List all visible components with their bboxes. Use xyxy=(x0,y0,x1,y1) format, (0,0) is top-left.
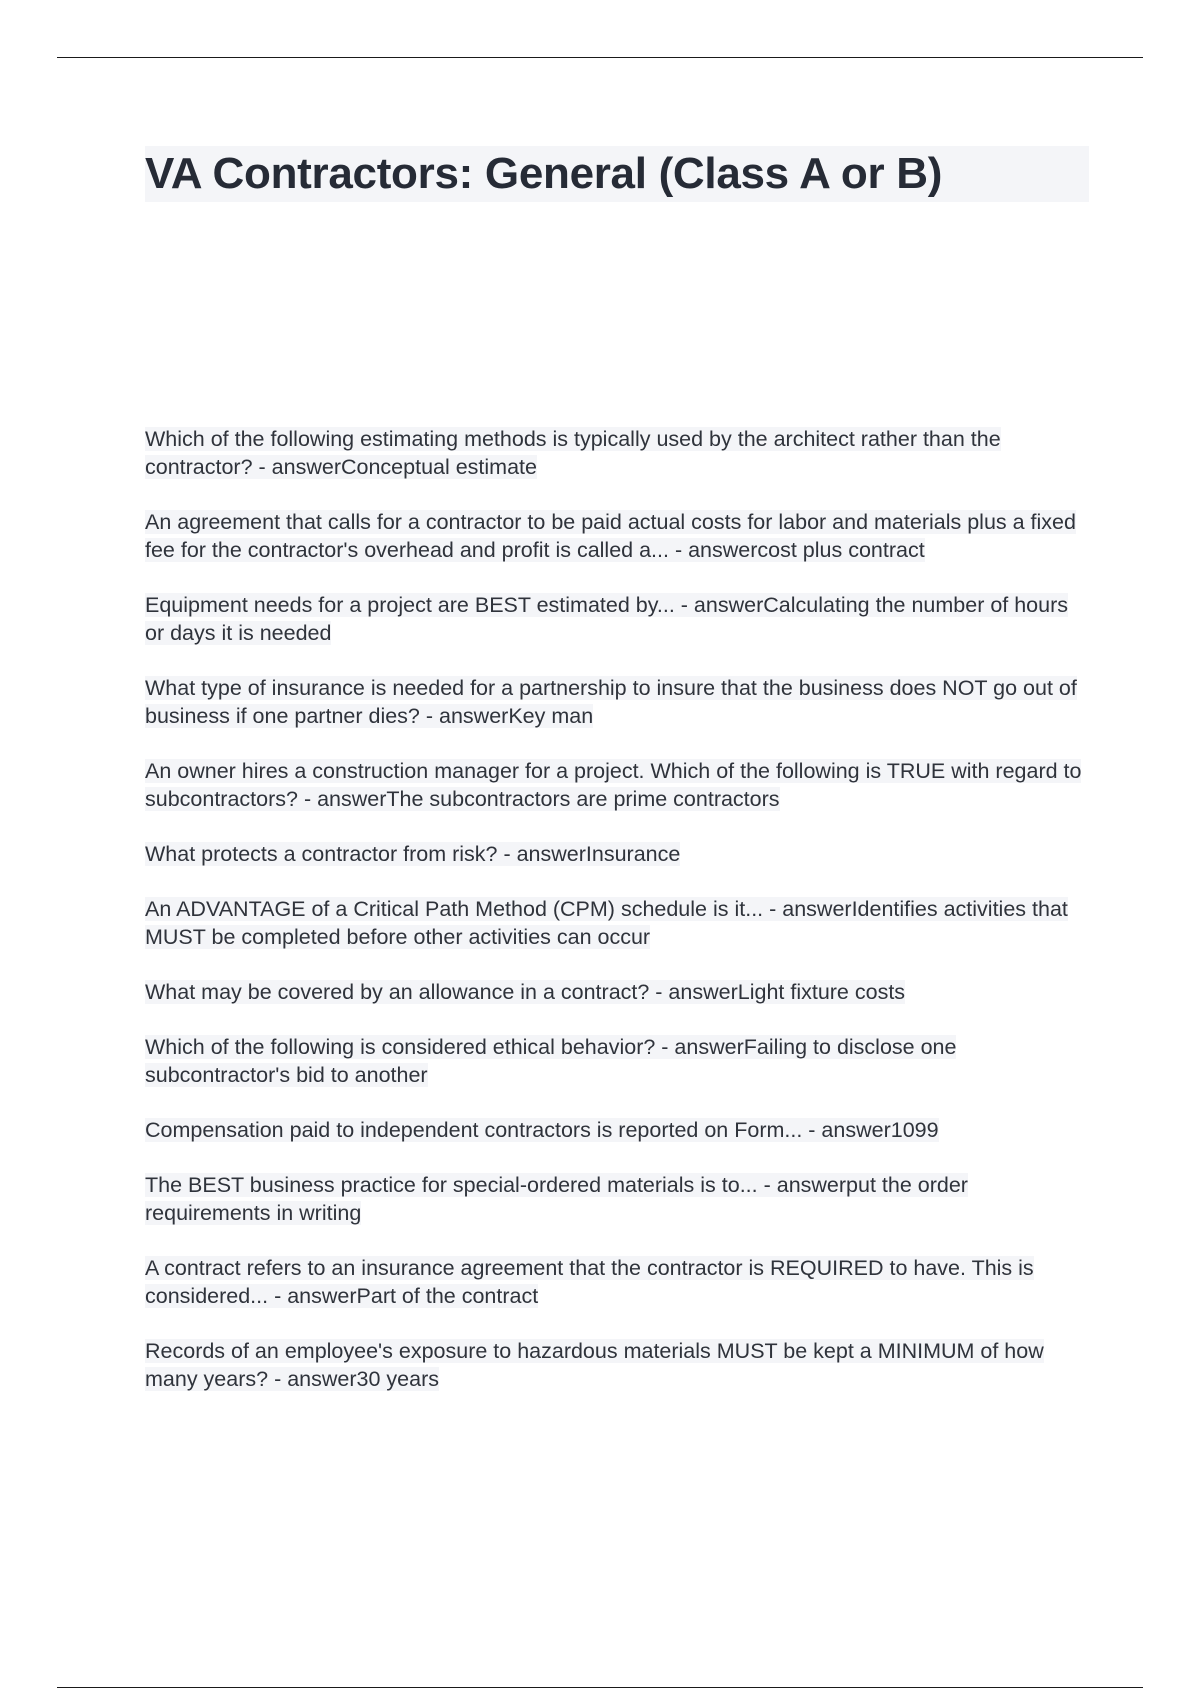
qa-separator: - answer xyxy=(763,897,852,921)
qa-item xyxy=(145,757,1089,813)
qa-separator: - answer xyxy=(674,593,764,617)
qa-item xyxy=(145,1033,1089,1089)
qa-answer: 1099 xyxy=(890,1118,939,1142)
qa-separator: - answer xyxy=(252,455,341,479)
qa-question: What type of insurance is needed for a partnership to insure that the business does NOT go out of business if one partner dies? xyxy=(145,676,1077,728)
qa-answer: cost plus contract xyxy=(757,538,925,562)
qa-question: Equipment needs for a project are BEST estimated by... xyxy=(145,593,675,617)
qa-question: An ADVANTAGE of a Critical Path Method (CPM) schedule is it... xyxy=(145,897,764,921)
qa-item xyxy=(145,674,1089,730)
bottom-rule xyxy=(57,1687,1143,1688)
qa-answer: Identifies activities that MUST be completed before other activities can occur xyxy=(145,897,1068,949)
title-block xyxy=(145,146,1089,202)
qa-separator: - answer xyxy=(649,980,738,1004)
qa-question: An agreement that calls for a contractor to be paid actual costs for labor and materials plus a fixed fee for the contractor's overhead and profit is called a... xyxy=(145,510,1076,562)
qa-separator: - answer xyxy=(419,704,509,728)
qa-question: Records of an employee's exposure to hazardous materials MUST be kept a MINIMUM of how many years? xyxy=(145,1339,1044,1391)
qa-list xyxy=(145,425,1089,1420)
top-rule xyxy=(57,57,1143,58)
qa-separator: - answer xyxy=(497,842,586,866)
qa-question: A contract refers to an insurance agreement that the contractor is REQUIRED to have. This is considered... xyxy=(145,1256,1034,1308)
qa-answer: The subcontractors are prime contractors xyxy=(386,787,780,811)
qa-question: What protects a contractor from risk? xyxy=(145,842,498,866)
qa-question: Which of the following is considered ethical behavior? xyxy=(145,1035,656,1059)
qa-item xyxy=(145,1171,1089,1227)
qa-answer: 30 years xyxy=(356,1367,439,1391)
qa-question: An owner hires a construction manager for a project. Which of the following is TRUE with regard to subcontractors? xyxy=(145,759,1082,811)
qa-item xyxy=(145,840,1089,868)
qa-item xyxy=(145,591,1089,647)
qa-separator: - answer xyxy=(802,1118,891,1142)
qa-separator: - answer xyxy=(297,787,387,811)
qa-answer: Light fixture costs xyxy=(737,980,906,1004)
qa-separator: - answer xyxy=(668,538,758,562)
qa-item xyxy=(145,895,1089,951)
qa-answer: Part of the contract xyxy=(356,1284,539,1308)
qa-question: Which of the following estimating methods is typically used by the architect rather than the contractor? xyxy=(145,427,1001,479)
qa-question: The BEST business practice for special-ordered materials is to... xyxy=(145,1173,758,1197)
qa-item xyxy=(145,1337,1089,1393)
page-title: VA Contractors: General (Class A or B) xyxy=(145,149,943,198)
qa-item xyxy=(145,978,1089,1006)
qa-answer: Insurance xyxy=(585,842,681,866)
qa-separator: - answer xyxy=(268,1284,357,1308)
qa-separator: - answer xyxy=(268,1367,357,1391)
qa-answer: put the order requirements in writing xyxy=(145,1173,968,1225)
qa-question: What may be covered by an allowance in a contract? xyxy=(145,980,650,1004)
qa-answer: Key man xyxy=(508,704,594,728)
qa-answer: Calculating the number of hours or days it is needed xyxy=(145,593,1069,645)
qa-item xyxy=(145,508,1089,564)
qa-answer: Conceptual estimate xyxy=(340,455,537,479)
qa-separator: - answer xyxy=(655,1035,744,1059)
qa-separator: - answer xyxy=(757,1173,847,1197)
qa-answer: Failing to disclose one subcontractor's bid to another xyxy=(145,1035,957,1087)
qa-item xyxy=(145,1254,1089,1310)
qa-item xyxy=(145,1116,1089,1144)
qa-item xyxy=(145,425,1089,481)
qa-question: Compensation paid to independent contractors is reported on Form... xyxy=(145,1118,803,1142)
